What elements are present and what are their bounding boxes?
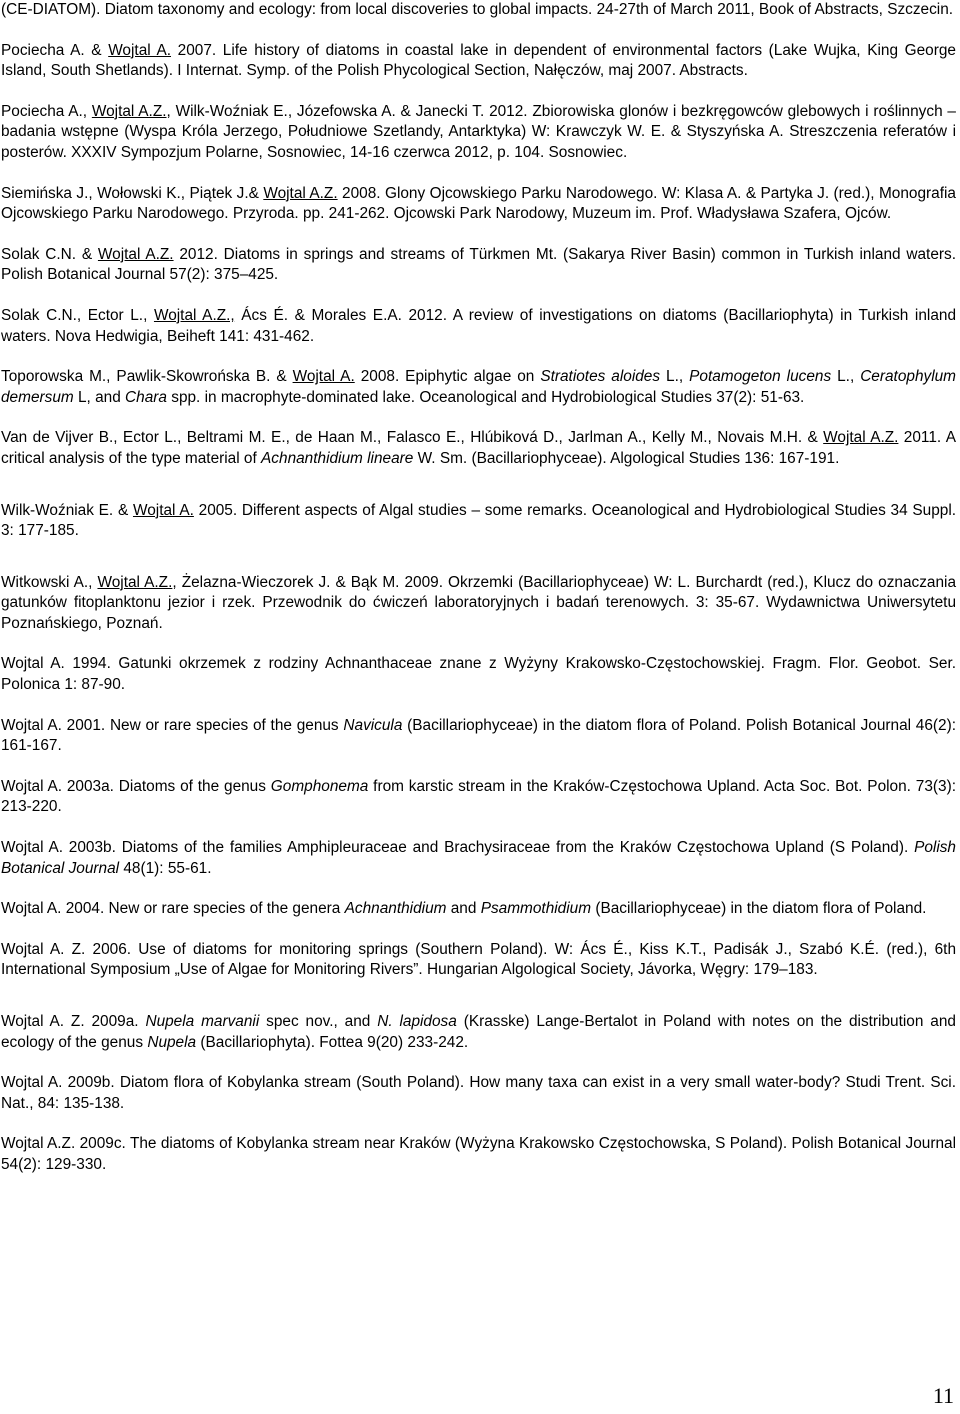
author-name-underlined: Wojtal A.	[132, 501, 194, 519]
reference-text: Solak C.N. &	[1, 245, 98, 263]
reference-entry	[1, 428, 956, 469]
reference-entry	[1, 501, 956, 542]
italic-term: N. lapidosa	[377, 1013, 457, 1030]
italic-term: Ceratophylum demersum	[1, 368, 956, 406]
reference-entry	[1, 1073, 956, 1114]
reference-text: Toporowska M., Pawlik-Skowrońska B. &	[1, 368, 293, 386]
reference-text: (Krasske) Lange-Bertalot in Poland with notes on the distribution and ecology of the genus	[1, 1013, 956, 1051]
reference-text: Van de Vijver B., Ector L., Beltrami M. E., de Haan M., Falasco E., Hlúbiková D., Jarlman A., Kelly M., Novais M.H. &	[1, 429, 824, 447]
reference-entry	[1, 1134, 956, 1175]
reference-text: Wojtal A. 2004. New or rare species of the genera	[1, 900, 345, 918]
author-name-underlined: Wojtal A.	[108, 41, 171, 59]
reference-text: , Wilk-Woźniak E., Józefowska A. & Janecki T. 2012. Zbiorowiska glonów i bezkręgowców glebowych i roślinnych – badania wstępne (Wyspa Króla Jerzego, Południowe Szetlandy, Antarktyka) W: Krawczyk W. E. & Styszyńska A. Streszczenia referatów i posterów. XXXIV Sympozjum Polarne, Sosnowiec, 14-16 czerwca 2012, p. 104. Sosnowiec.	[1, 102, 956, 161]
reference-text: Wojtal A.Z. 2009c. The diatoms of Kobylanka stream near Kraków (Wyżyna Krakowsko Częstochowska, S Poland). Polish Botanical Journal 54(2): 129-330.	[1, 1135, 956, 1173]
reference-text: Pociecha A.,	[1, 102, 92, 120]
italic-term: Gomphonema	[270, 777, 369, 795]
italic-term: Psammothidium	[480, 900, 592, 918]
reference-text: 2008. Epiphytic algae on	[354, 368, 541, 386]
italic-term: Nupela	[147, 1033, 197, 1051]
reference-text: , Żelazna-Wieczorek J. & Bąk M. 2009. Okrzemki (Bacillariophyceae) W: L. Burchardt (red.), Klucz do oznaczania gatunków fitoplanktonu jezior i rzek. Przewodnik do ćwiczeń laboratoryjnych i badań terenowych. 3: 35-67. Wydawnictwa Uniwersytetu Poznańskiego, Poznań.	[1, 573, 957, 632]
reference-entry	[1, 716, 956, 757]
reference-text: 2007. Life history of diatoms in coastal lake in dependent of environmental factors (Lake Wujka, King George Island, South Shetlands). I Internat. Symp. of the Polish Phycological Section, Nałęczów, maj 2007. Abstracts.	[1, 41, 956, 80]
reference-text: Wojtal A. 2001. New or rare species of the genus	[1, 716, 344, 734]
reference-text: (Bacillariophyceae) in the diatom flora of Poland.	[591, 900, 927, 918]
reference-text: (CE-DIATOM). Diatom taxonomy and ecology: from local discoveries to global impacts. 24-27th of March 2011, Book of Abstracts, Szczecin.	[1, 1, 954, 18]
reference-entry	[1, 940, 956, 981]
reference-text: Siemińska J., Wołowski K., Piątek J.&	[1, 184, 264, 202]
author-name-underlined: Wojtal A.	[292, 368, 355, 386]
reference-text: Wojtal A. 2003b. Diatoms of the families Amphipleuraceae and Brachysiraceae from the Kraków Częstochowa Upland (S Poland).	[1, 839, 915, 857]
author-name-underlined: Wojtal A.Z.	[91, 102, 167, 120]
reference-entry	[1, 245, 956, 286]
italic-term: Achnanthidium lineare	[261, 449, 414, 467]
author-name-underlined: Wojtal A.Z.,	[153, 306, 235, 324]
reference-text: Wojtal A. 1994. Gatunki okrzemek z rodziny Achnanthaceae znane z Wyżyny Krakowsko-Częstochowskiej. Fragm. Flor. Geobot. Ser. Polonica 1: 87-90.	[1, 655, 956, 694]
reference-entry	[1, 184, 956, 225]
reference-text: (Bacillariophyta). Fottea 9(20) 233-242.	[196, 1033, 469, 1051]
reference-entry	[1, 102, 956, 164]
reference-text: L, and	[73, 388, 126, 406]
italic-term: Stratiotes aloides	[540, 368, 661, 386]
reference-text: (Bacillariophyceae) in the diatom flora of Poland. Polish Botanical Journal 46(2): 161-167.	[1, 716, 957, 755]
reference-text: and	[446, 900, 481, 918]
author-name-underlined: Wojtal A.Z.	[823, 429, 899, 447]
reference-text: 2008. Glony Ojcowskiego Parku Narodowego. W: Klasa A. & Partyka J. (red.), Monografia Ojcowskiego Parku Narodowego. Przyroda. pp. 241-262. Ojcowski Park Narodowy, Muzeum im. Prof. Władysława Szafera, Ojców.	[1, 184, 956, 223]
reference-entry	[1, 0, 956, 21]
author-name-underlined: Wojtal A.Z.	[263, 184, 338, 202]
reference-text: 2005. Different aspects of Algal studies – some remarks. Oceanological and Hydrobiological Studies 34 Suppl. 3: 177-185.	[1, 501, 957, 540]
reference-text: L.,	[660, 368, 690, 386]
italic-term: Nupela marvanii	[145, 1013, 260, 1030]
reference-text: spp. in macrophyte-dominated lake. Oceanological and Hydrobiological Studies 37(2): 51-63.	[166, 388, 805, 406]
reference-text: Ács É. & Morales E.A. 2012. A review of investigations on diatoms (Bacillariophyta) in Turkish inland waters. Nova Hedwigia, Beiheft 141: 431-462.	[1, 306, 957, 345]
reference-entry	[1, 573, 956, 635]
reference-text: 48(1): 55-61.	[119, 859, 212, 877]
reference-text: Witkowski A.,	[1, 573, 98, 591]
reference-text: Wojtal A. 2003a. Diatoms of the genus	[1, 777, 271, 795]
italic-term: Polish Botanical Journal	[1, 839, 956, 877]
author-name-underlined: Wojtal A.Z.	[97, 573, 173, 591]
reference-entry	[1, 41, 956, 82]
reference-entry	[1, 777, 956, 818]
reference-entry	[1, 838, 956, 879]
reference-text: from karstic stream in the Kraków-Częstochowa Upland. Acta Soc. Bot. Polon. 73(3): 213-220.	[1, 777, 956, 816]
reference-entry	[1, 367, 956, 408]
reference-entry	[1, 899, 956, 920]
italic-term: Chara	[125, 388, 167, 406]
reference-text: Wojtal A. Z. 2006. Use of diatoms for monitoring springs (Southern Poland). W: Ács É., Kiss K.T., Padisák J., Szabó K.É. (red.), 6th International Symposium „Use of Algae for Monitoring Rivers”. Hungarian Algological Society, Jávorka, Węgry: 179–183.	[1, 940, 956, 979]
reference-entry	[1, 654, 956, 695]
page-number: 11	[932, 1383, 954, 1408]
reference-text: Wojtal A. 2009b. Diatom flora of Kobylanka stream (South Poland). How many taxa can exist in a very small water-body? Studi Trent. Sci. Nat., 84: 135-138.	[1, 1074, 956, 1112]
reference-text: Wilk-Woźniak E. &	[1, 501, 133, 519]
reference-text: L.,	[831, 368, 861, 386]
author-name-underlined: Wojtal A.Z.	[97, 245, 174, 263]
reference-text: Solak C.N., Ector L.,	[1, 306, 154, 324]
reference-text: 2011. A critical analysis of the type material of	[1, 429, 956, 467]
italic-term: Achnanthidium	[344, 900, 447, 918]
reference-list	[1, 0, 956, 1176]
reference-text: Wojtal A. Z. 2009a.	[1, 1013, 146, 1030]
reference-entry	[1, 1012, 956, 1053]
reference-text: Pociecha A. &	[1, 41, 109, 59]
reference-text: W. Sm. (Bacillariophyceae). Algological Studies 136: 167-191.	[413, 449, 840, 467]
italic-term: Navicula	[343, 716, 403, 734]
reference-text: spec nov., and	[259, 1013, 378, 1030]
reference-text: 2012. Diatoms in springs and streams of Türkmen Mt. (Sakarya River Basin) common in Turkish inland waters. Polish Botanical Journal 57(2): 375–425.	[1, 245, 956, 284]
reference-entry	[1, 306, 956, 347]
italic-term: Potamogeton lucens	[689, 368, 832, 386]
